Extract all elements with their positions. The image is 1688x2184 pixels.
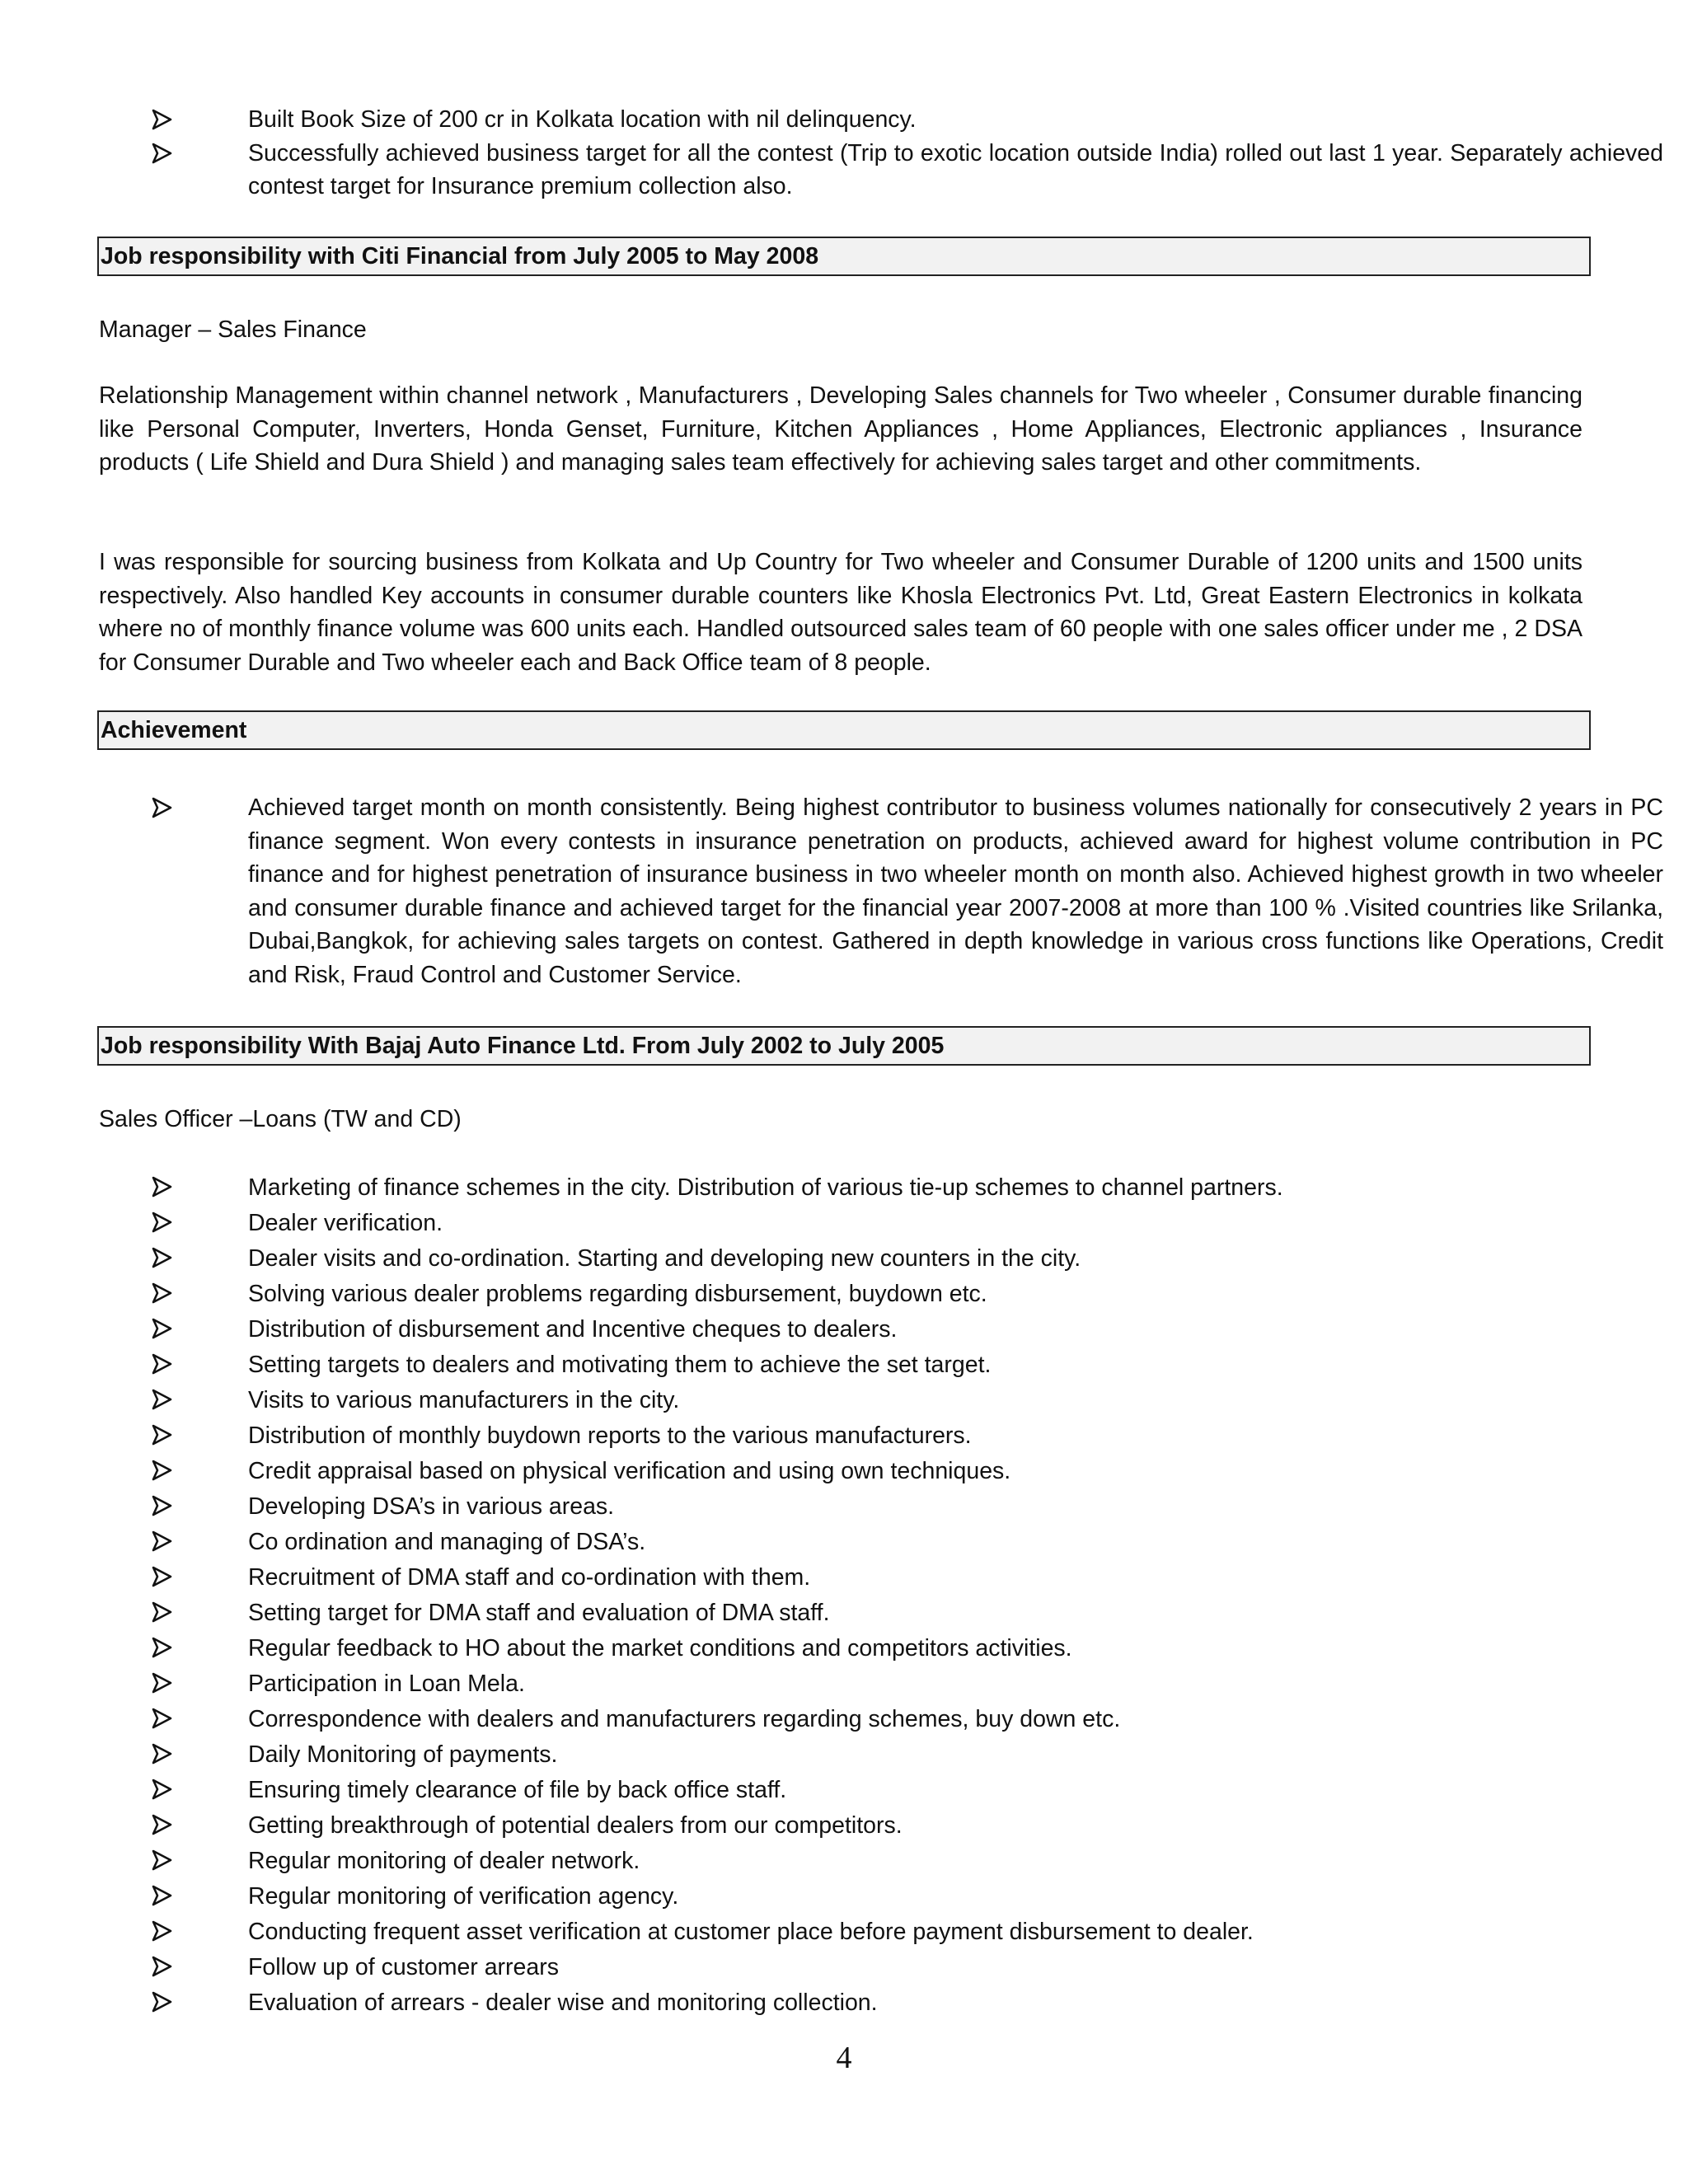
list-item xyxy=(149,1596,1663,1631)
list-item xyxy=(149,1950,1663,1985)
arrowhead-bullet-icon xyxy=(149,1985,174,2018)
arrowhead-bullet-icon xyxy=(149,1915,174,1947)
list-item xyxy=(149,1808,1663,1844)
list-item xyxy=(149,1702,1663,1737)
list-item xyxy=(149,1666,1663,1702)
arrowhead-bullet-icon xyxy=(149,1418,174,1451)
list-item xyxy=(149,103,1663,137)
arrowhead-bullet-icon xyxy=(149,1170,174,1203)
list-item xyxy=(149,1879,1663,1915)
list-item xyxy=(149,1915,1663,1950)
achievement-text: Achieved target month on month consistently. Being highest contributor to business volumes nationally for consecutively 2 years in PC finance segment. Won every contests in insurance penetration on products, achieved award for highest volume contribution in PC finance and for highest penetration of insurance business in two wheeler month on month also. Achieved highest growth in two wheeler and consumer durable finance and achieved target for the financial year 2007-2008 at more than 100 % .Visited countries like Srilanka, Dubai,Bangkok, for achieving sales targets on contest. Gathered in depth knowledge in various cross functions like Operations, Credit and Risk, Fraud Control and Customer Service. xyxy=(248,794,1663,988)
arrowhead-bullet-icon xyxy=(149,1347,174,1380)
arrowhead-bullet-icon xyxy=(149,1737,174,1770)
list-item-text: Conducting frequent asset verification at customer place before payment disbursement to dealer. xyxy=(248,1919,1254,1945)
arrowhead-bullet-icon xyxy=(149,103,174,136)
arrowhead-bullet-icon xyxy=(149,1206,174,1239)
list-item-text: Developing DSA’s in various areas. xyxy=(248,1493,615,1520)
arrowhead-bullet-icon xyxy=(149,1631,174,1664)
arrowhead-bullet-icon xyxy=(149,1454,174,1487)
list-item xyxy=(149,1525,1663,1560)
list-item xyxy=(149,1418,1663,1454)
list-item xyxy=(149,1631,1663,1666)
list-item xyxy=(149,137,1663,204)
list-item xyxy=(149,791,1663,991)
list-item-text: Dealer verification. xyxy=(248,1210,443,1236)
arrowhead-bullet-icon xyxy=(149,1666,174,1699)
arrowhead-bullet-icon xyxy=(149,1525,174,1558)
list-item-text: Built Book Size of 200 cr in Kolkata location with nil delinquency. xyxy=(248,106,917,133)
arrowhead-bullet-icon xyxy=(149,1596,174,1629)
list-item xyxy=(149,1773,1663,1808)
list-item-text: Recruitment of DMA staff and co-ordination with them. xyxy=(248,1564,811,1591)
arrowhead-bullet-icon xyxy=(149,1560,174,1593)
list-item-text: Visits to various manufacturers in the city. xyxy=(248,1387,680,1413)
list-item-text: Regular feedback to HO about the market conditions and competitors activities. xyxy=(248,1635,1072,1661)
list-item-text: Follow up of customer arrears xyxy=(248,1954,559,1980)
list-item-text: Ensuring timely clearance of file by back office staff. xyxy=(248,1777,787,1803)
list-item-text: Daily Monitoring of payments. xyxy=(248,1741,558,1768)
list-item xyxy=(149,1489,1663,1525)
citi-section-heading: Job responsibility with Citi Financial from July 2005 to May 2008 xyxy=(97,237,1591,276)
list-item-text: Setting target for DMA staff and evaluation of DMA staff. xyxy=(248,1600,830,1626)
citi-paragraph-2: I was responsible for sourcing business from Kolkata and Up Country for Two wheeler and Consumer Durable of 1200 units and 1500 units respectively. Also handled Key accounts in consumer durable counters like Khosla Electronics Pvt. Ltd, Great Eastern Electronics in kolkata where no of monthly finance volume was 600 units each. Handled outsourced sales team of 60 people with one sales officer under me , 2 DSA for Consumer Durable and Two wheeler each and Back Office team of 8 people. xyxy=(99,549,1582,676)
arrowhead-bullet-icon xyxy=(149,1241,174,1274)
list-item-text: Credit appraisal based on physical verification and using own techniques. xyxy=(248,1458,1011,1484)
list-item-text: Solving various dealer problems regarding disbursement, buydown etc. xyxy=(248,1281,987,1307)
list-item-text: Evaluation of arrears - dealer wise and monitoring collection. xyxy=(248,1990,878,2016)
list-item xyxy=(149,1347,1663,1383)
arrowhead-bullet-icon xyxy=(149,1844,174,1877)
list-item-text: Correspondence with dealers and manufacturers regarding schemes, buy down etc. xyxy=(248,1706,1121,1732)
list-item xyxy=(149,1844,1663,1879)
list-item xyxy=(149,1454,1663,1489)
list-item-text: Distribution of monthly buydown reports to the various manufacturers. xyxy=(248,1422,972,1449)
arrowhead-bullet-icon xyxy=(149,1702,174,1735)
list-item-text: Participation in Loan Mela. xyxy=(248,1671,525,1697)
list-item xyxy=(149,1560,1663,1596)
list-item xyxy=(149,1277,1663,1312)
arrowhead-bullet-icon xyxy=(149,1879,174,1912)
arrowhead-bullet-icon xyxy=(149,791,174,824)
list-item-text: Regular monitoring of dealer network. xyxy=(248,1848,640,1874)
list-item xyxy=(149,1170,1663,1206)
list-item-text: Dealer visits and co-ordination. Starting and developing new counters in the city. xyxy=(248,1245,1081,1272)
achievement-bullet-list xyxy=(149,791,1663,991)
list-item-text: Successfully achieved business target for all the contest (Trip to exotic location outside India) rolled out last 1 year. Separately achieved contest target for Insurance premium collection also. xyxy=(248,139,1663,199)
arrowhead-bullet-icon xyxy=(149,1312,174,1345)
bajaj-role-title: Sales Officer –Loans (TW and CD) xyxy=(99,1106,462,1132)
list-item-text: Distribution of disbursement and Incentive cheques to dealers. xyxy=(248,1316,898,1343)
arrowhead-bullet-icon xyxy=(149,1383,174,1416)
top-bullet-list xyxy=(149,103,1663,204)
bajaj-bullet-list xyxy=(149,1170,1663,2021)
citi-role-title: Manager – Sales Finance xyxy=(99,316,367,343)
list-item-text: Regular monitoring of verification agency. xyxy=(248,1883,679,1910)
citi-paragraph-1: Relationship Management within channel network , Manufacturers , Developing Sales channels for Two wheeler , Consumer durable financing like Personal Computer, Inverters, Honda Genset, Furniture, Kitchen Appliances , Home Appliances, Electronic appliances , Insurance products ( Life Shield and Dura Shield ) and managing sales team effectively for achieving sales target and other commitments. xyxy=(99,382,1582,476)
arrowhead-bullet-icon xyxy=(149,1773,174,1806)
list-item xyxy=(149,1241,1663,1277)
list-item xyxy=(149,1312,1663,1347)
list-item-text: Getting breakthrough of potential dealers from our competitors. xyxy=(248,1812,903,1839)
arrowhead-bullet-icon xyxy=(149,1489,174,1522)
list-item-text: Marketing of finance schemes in the city. Distribution of various tie-up schemes to channel partners. xyxy=(248,1174,1283,1201)
list-item-text: Setting targets to dealers and motivating them to achieve the set target. xyxy=(248,1352,992,1378)
arrowhead-bullet-icon xyxy=(149,1950,174,1983)
list-item xyxy=(149,1737,1663,1773)
arrowhead-bullet-icon xyxy=(149,137,174,170)
list-item xyxy=(149,1985,1663,2021)
arrowhead-bullet-icon xyxy=(149,1808,174,1841)
bajaj-section-heading: Job responsibility With Bajaj Auto Finance Ltd. From July 2002 to July 2005 xyxy=(97,1026,1591,1066)
arrowhead-bullet-icon xyxy=(149,1277,174,1310)
list-item xyxy=(149,1206,1663,1241)
list-item xyxy=(149,1383,1663,1418)
achievement-section-heading: Achievement xyxy=(97,710,1591,750)
page-number: 4 xyxy=(836,2041,852,2075)
list-item-text: Co ordination and managing of DSA’s. xyxy=(248,1529,646,1555)
